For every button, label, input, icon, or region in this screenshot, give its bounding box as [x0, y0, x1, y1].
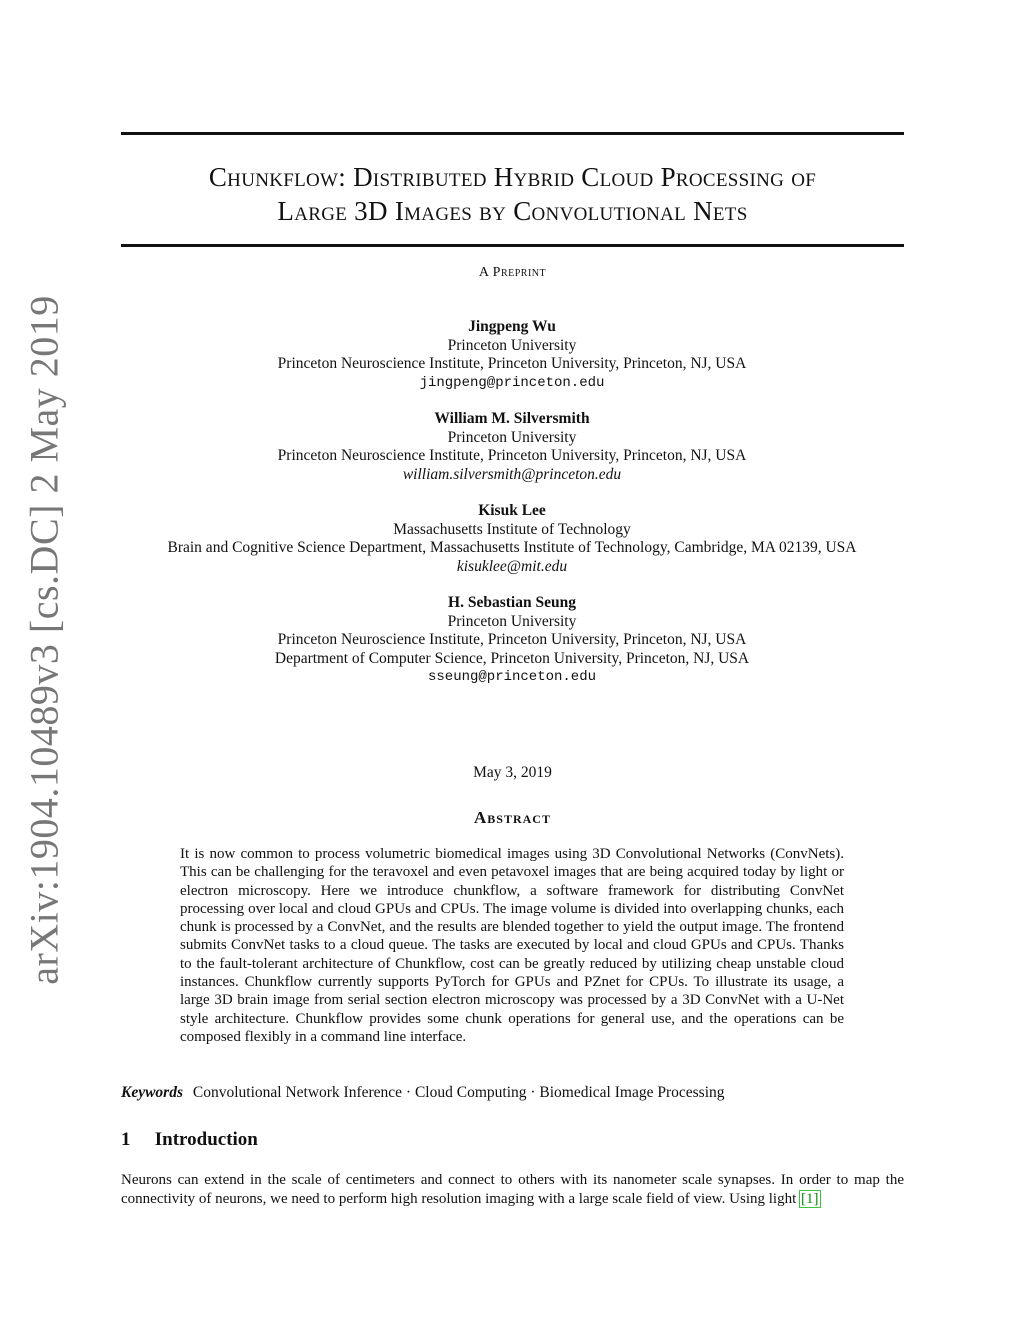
- intro-text: Neurons can extend in the scale of centimeters and connect to others with its nanometer scale synapses. In order to map the connectivity of neurons, we need to perform high resolution imaging with a large scale field of view. Using light: [121, 1172, 904, 1207]
- section-number: 1: [121, 1129, 131, 1150]
- paper-title: [121, 160, 904, 228]
- author-affiliation: Princeton University: [447, 336, 577, 354]
- section-heading: [121, 1129, 258, 1151]
- author-block: [80, 594, 944, 687]
- author-name: Jingpeng Wu: [468, 318, 556, 335]
- citation-link[interactable]: [1]: [801, 1191, 819, 1207]
- title-line-1: Chunkflow: Distributed Hybrid Cloud Processing of: [208, 162, 817, 192]
- author-block: [80, 318, 944, 392]
- preprint-label: A Preprint: [478, 265, 547, 280]
- abstract-text: It is now common to process volumetric biomedical images using 3D Convolutional Networks (ConvNets). This can be challenging for the teravoxel and even petavoxel images that are being acquired today by light or electron microscopy. Here we introduce chunkflow, a software framework for distributing ConvNet processing over local and cloud GPUs and CPUs. The image volume is divided into overlapping chunks, each chunk is processed by a ConvNet, and the results are blended together to yield the output image. The frontend submits ConvNet tasks to a cloud queue. The tasks are executed by local and cloud GPUs and CPUs. Thanks to the fault-tolerant architecture of Chunkflow, cost can be greatly reduced by utilizing cheap unstable cloud instances. Chunkflow currently supports PyTorch for GPUs and PZnet for CPUs. To illustrate its usage, a large 3D brain image from serial section electron microscopy was processed by a 3D ConvNet with a U-Net style architecture. Chunkflow provides some chunk operations for general use, and the operations can be composed flexibly in a command line interface.: [180, 846, 844, 1045]
- title-bottom-rule: [121, 244, 904, 247]
- author-name: H. Sebastian Seung: [448, 594, 576, 611]
- arxiv-identifier: arXiv:1904.10489v3 [cs.DC] 2 May 2019: [21, 295, 67, 985]
- author-affiliation: Princeton University: [447, 612, 577, 630]
- author-department: Princeton Neuroscience Institute, Princeton University, Princeton, NJ, USA: [277, 631, 747, 648]
- author-department: Brain and Cognitive Science Department, Massachusetts Institute of Technology, Cambridge, MA 02139, USA: [167, 539, 857, 556]
- author-name: Kisuk Lee: [478, 502, 546, 519]
- author-department: Princeton Neuroscience Institute, Princeton University, Princeton, NJ, USA: [277, 355, 747, 372]
- author-affiliation: Massachusetts Institute of Technology: [393, 520, 631, 538]
- author-email[interactable]: william.silversmith@princeton.edu: [402, 465, 622, 483]
- author-name: William M. Silversmith: [434, 410, 590, 427]
- keywords-text: Convolutional Network Inference · Cloud Computing · Biomedical Image Processing: [192, 1084, 725, 1101]
- intro-paragraph: [121, 1171, 904, 1209]
- author-department: Princeton Neuroscience Institute, Princeton University, Princeton, NJ, USA: [277, 447, 747, 464]
- author-list: [80, 318, 944, 705]
- author-email[interactable]: kisuklee@mit.edu: [456, 557, 568, 575]
- abstract-heading: Abstract: [474, 808, 551, 827]
- author-department-2: Department of Computer Science, Princeton University, Princeton, NJ, USA: [274, 649, 750, 667]
- publication-date: May 3, 2019: [473, 764, 552, 781]
- author-block: [80, 502, 944, 576]
- keywords-label: Keywords: [121, 1084, 183, 1101]
- section-title: Introduction: [154, 1129, 258, 1150]
- author-affiliation: Princeton University: [447, 428, 577, 446]
- author-email[interactable]: sseung@princeton.edu: [427, 669, 597, 685]
- keywords-line: [121, 1084, 904, 1102]
- title-line-2: Large 3D Images by Convolutional Nets: [277, 196, 748, 226]
- author-block: [80, 410, 944, 484]
- author-email[interactable]: jingpeng@princeton.edu: [419, 374, 605, 391]
- title-top-rule: [121, 132, 904, 135]
